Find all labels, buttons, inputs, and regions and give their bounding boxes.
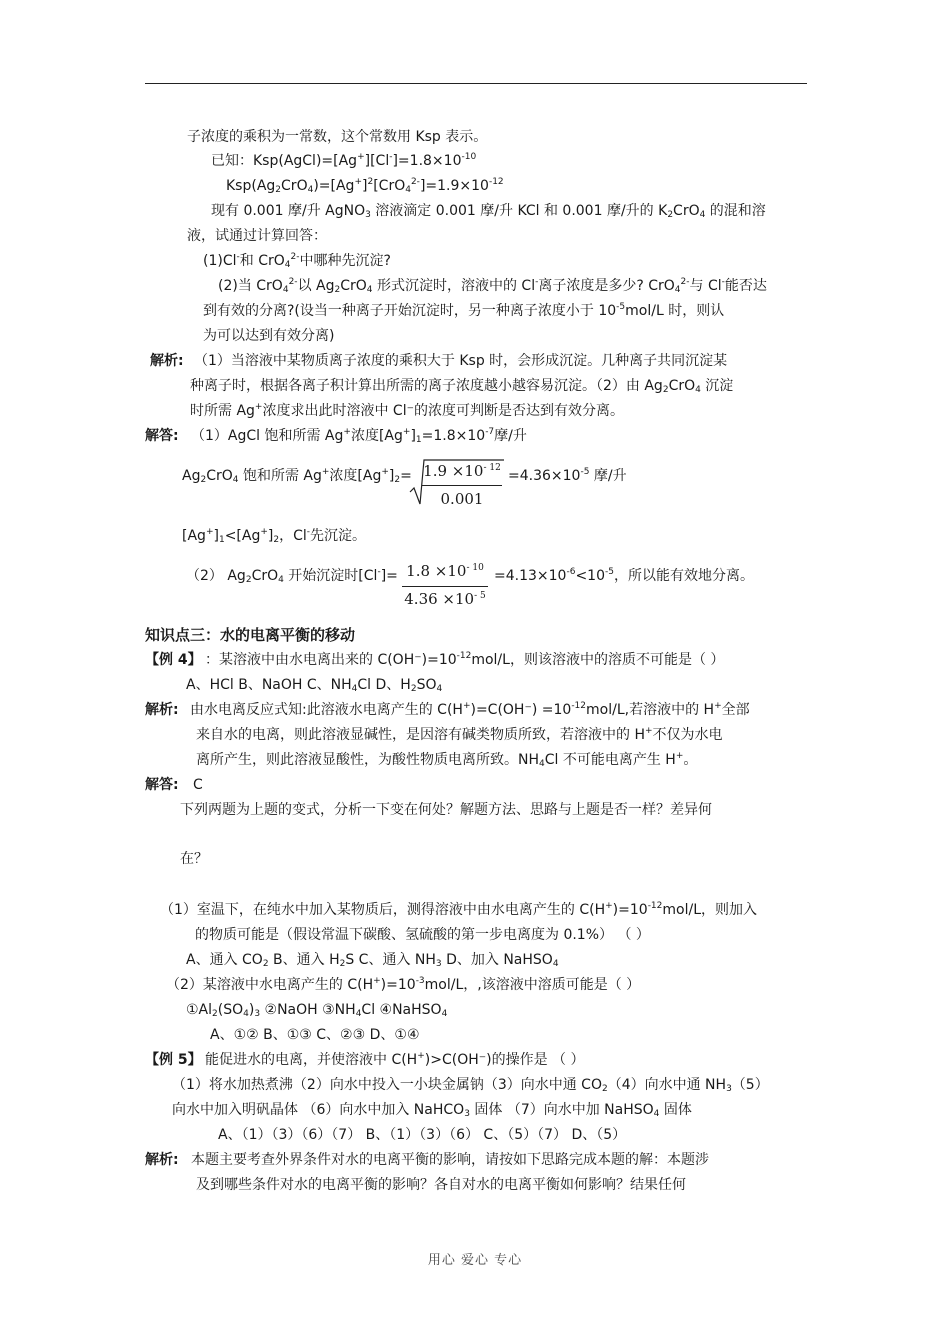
- example-label: 【例 5】: [145, 1052, 202, 1068]
- text-line: 子浓度的乘积为一常数，这个常数用 Ksp 表示。: [187, 129, 488, 145]
- text-line: 下列两题为上题的变式，分析一下变在何处？解题方法、思路与上题是否一样？差异何: [180, 802, 712, 818]
- fraction-ag2-sqrt: [420, 460, 504, 510]
- text-line: $=4.13\times 10^{-6}<10^{-5}$，所以能有效地分离。: [494, 567, 754, 584]
- section-heading: 知识点三：水的电离平衡的移动: [145, 626, 356, 644]
- text-line: 为可以达到有效分离): [203, 328, 335, 344]
- text-line: $Ag_2CrO_4$ 饱和所需 Ag+浓度$[Ag^+]_2=$: [182, 467, 412, 485]
- text-line: 种离子时，根据各离子积计算出所需的离子浓度越小越容易沉淀。（2）由 $Ag_2CrO_4$ 沉淀: [190, 378, 734, 395]
- text-line: （1）当溶液中某物质离子浓度的乘积大于 Ksp 时，会形成沉淀。几种离子共同沉淀某: [194, 353, 728, 369]
- analysis-label: 解析:: [145, 702, 179, 718]
- text-line: $①Al_2(SO_4)_3$ ②NaOH $③NH_4Cl$ ④NaHSO$_4$: [186, 1002, 448, 1019]
- text-line: 到有效的分离?(设当一种离子开始沉淀时，另一种离子浓度小于 $10^{-5}mol/L$ 时，则认: [203, 302, 725, 319]
- header-rule: [145, 83, 807, 84]
- text-line: $[Ag^+]_1<[Ag^+]_2$，Cl-先沉淀。: [182, 527, 367, 545]
- text-line: 在？: [180, 851, 208, 867]
- example-label: 【例 4】: [145, 652, 202, 668]
- text-line: 的物质可能是（假设常温下碳酸、氢硫酸的第一步电离度为 0.1%） （ ）: [195, 927, 650, 943]
- answer-label: 解答:: [145, 777, 179, 793]
- text-line: （2）某溶液中水电离产生的 $C(H^+)=10^{-3}mol/L$，,该溶液中溶质可能是（ ）: [166, 976, 641, 993]
- fraction-bar: [422, 485, 502, 486]
- text-line: 时所需 Ag+浓度求出此时溶液中 Cl⁻的浓度可判断是否达到有效分离。: [190, 402, 624, 419]
- fraction-denominator: $4.36 \times 10^{- 5}$: [404, 590, 486, 608]
- text-line: 离所产生，则此溶液显酸性，为酸性物质电离所致。$NH_4Cl$ 不可能电离产生 H+。: [196, 751, 698, 769]
- text-line: 液，试通过计算回答：: [187, 228, 327, 244]
- text-line: （1）将水加热煮沸（2）向水中投入一小块金属钠（3）向水中通 $CO_2(4)$向水中通 $NH_3(5)$: [172, 1077, 769, 1094]
- page-footer: 用心 爱心 专心: [427, 1253, 523, 1268]
- analysis-label: 解析:: [145, 1152, 179, 1168]
- answer-label: 解答:: [145, 428, 179, 444]
- options-line: A、HCl B、NaOH C、$NH_4Cl$ D、$H_2SO_4$: [186, 677, 443, 694]
- text-line: （1）室温下，在纯水中加入某物质后，测得溶液中由水电离产生的 $C(H^+)=10^{-12}mol/L$，则加入: [160, 901, 757, 918]
- text-line: 已知：$Ksp(AgCl)=[Ag^+][Cl^-]=1.8\times 10^{-10}$: [211, 152, 477, 169]
- text-line: 向水中加入明矾晶体 （6）向水中加入 NaHCO$_3$ 固体 （7）向水中加 NaHSO$_4$ 固体: [172, 1102, 692, 1119]
- analysis-label: 解析:: [150, 353, 184, 369]
- fraction-cl: [400, 558, 490, 612]
- fraction-numerator: $1.9 \times 10^{- 12}$: [423, 462, 501, 480]
- options-line: A、（1）（3）（6）（7） B、（1）（3）（6） C、（5）（7） D、（5）: [218, 1127, 627, 1143]
- text-line: 能促进水的电离，并使溶液中 C(H+)>C(OH⁻)的操作是 （ ）: [205, 1051, 585, 1068]
- text-line: 现有 0.001 摩/升 AgNO$_3$ 溶液滴定 0.001 摩/升 KCl 和 0.001 摩/升的 $K_2CrO_4$ 的混和溶: [211, 203, 766, 220]
- text-line: $=4.36\times 10^{-5}$ 摩/升: [508, 467, 627, 484]
- text-line: 本题主要考查外界条件对水的电离平衡的影响，请按如下思路完成本题的解：本题涉: [191, 1152, 709, 1168]
- text-line: 由水电离反应式知:此溶液水电离产生的 $C(H^+)=C(OH^-) =10^{-12}mol/L$,若溶液中的 H+全部: [190, 701, 750, 718]
- fraction-denominator: 0.001: [440, 490, 484, 508]
- text-line: （1）AgCl 饱和所需 Ag+浓度$[Ag^+]_1=1.8\times 10^{-7}$摩/升: [191, 427, 527, 445]
- text-line: (2)当 CrO$_4^{2-}$以 $Ag_2CrO_4$ 形式沉淀时，溶液中的 Cl-离子浓度是多少? CrO$_4^{2-}$与 Cl-能否达: [218, 277, 767, 295]
- answer-value: C: [193, 777, 203, 793]
- fraction-bar: [402, 586, 488, 587]
- text-line: $Ksp(Ag_2CrO_4)=[Ag^+]^2[CrO_4^{2-}]=1.9\times 10^{-12}$: [226, 177, 504, 195]
- text-line: （2） $Ag_2CrO_4$ 开始沉淀时[Cl-]=: [186, 567, 398, 585]
- text-line: 来自水的电离，则此溶液显碱性，是因溶有碱类物质所致，若溶液中的 H+不仅为水电: [196, 726, 723, 743]
- options-line: A、通入 $CO_2$ B、通入 $H_2S$ C、通入 $NH_3$ D、加入 NaHSO$_4$: [186, 952, 559, 969]
- text-line: 及到哪些条件对水的电离平衡的影响？各自对水的电离平衡如何影响？结果任何: [196, 1177, 686, 1193]
- options-line: A、①② B、①③ C、②③ D、①④: [210, 1027, 420, 1043]
- fraction-numerator: $1.8 \times 10^{- 10}$: [406, 562, 484, 580]
- text-line: (1)Cl-和 CrO$_4^{2-}$中哪种先沉淀?: [203, 252, 391, 270]
- text-line: ：某溶液中由水电离出来的 $C(OH^-)=10^{-12}mol/L$，则该溶液中的溶质不可能是（ ）: [205, 651, 725, 668]
